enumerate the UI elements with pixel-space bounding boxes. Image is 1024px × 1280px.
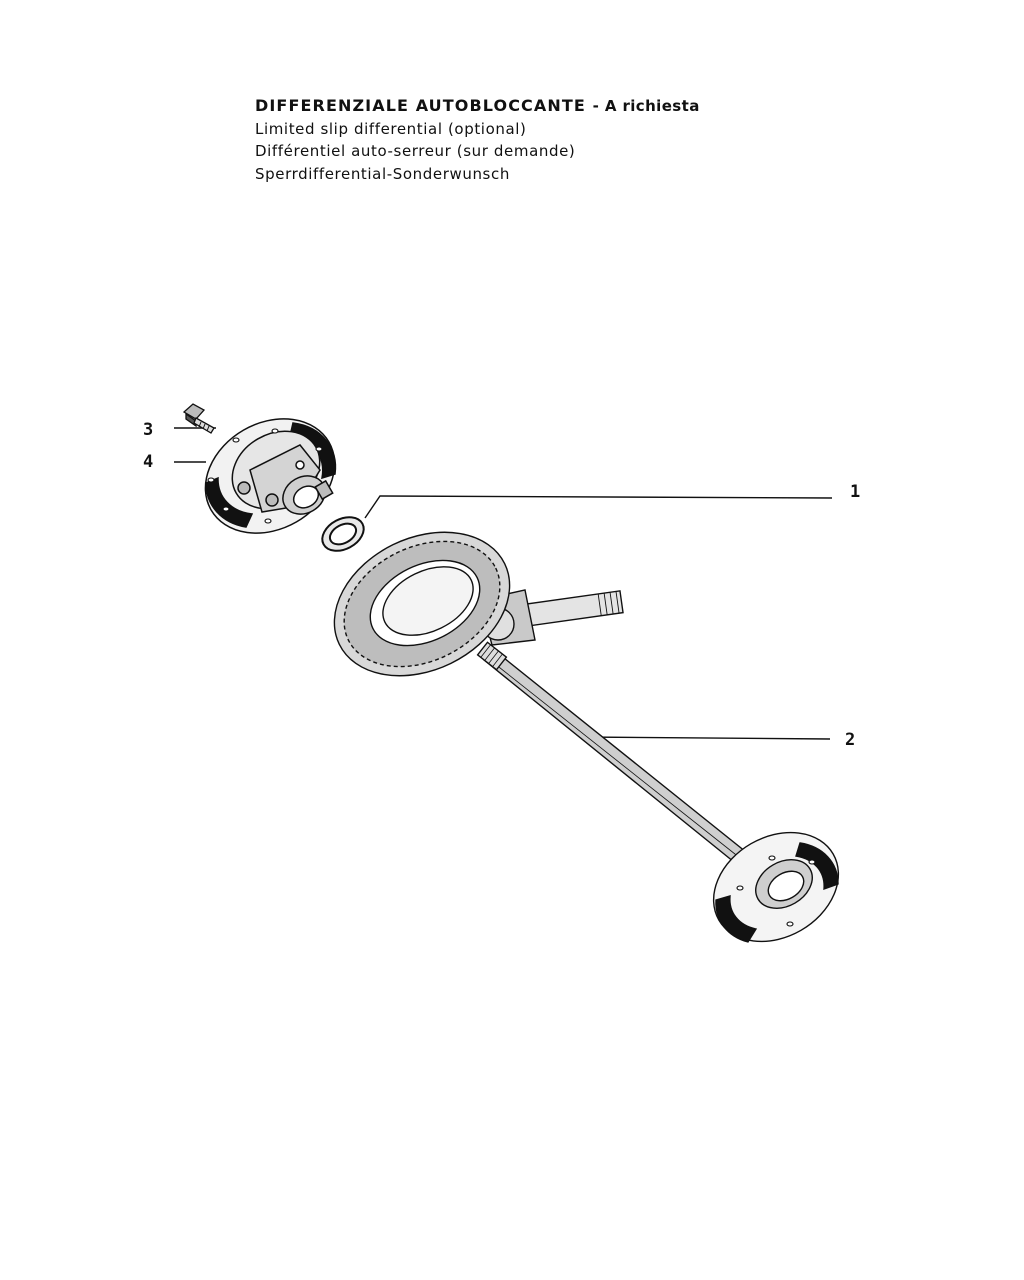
title-main-suffix: - A richiesta <box>592 97 700 115</box>
callout-1: 1 <box>850 482 861 502</box>
callout-2: 2 <box>845 730 856 750</box>
title-french: Différentiel auto-serreur (sur demande) <box>255 142 576 160</box>
title-main-text: DIFFERENZIALE AUTOBLOCCANTE <box>255 96 586 115</box>
leader-line-2 <box>580 737 830 739</box>
title-german: Sperrdifferential-Sonderwunsch <box>255 164 510 183</box>
callout-3: 3 <box>143 420 154 440</box>
title-english: Limited slip differential (optional) <box>255 119 527 138</box>
callout-4: 4 <box>143 452 154 472</box>
leader-line-1 <box>365 496 832 518</box>
thrust-washer-part <box>317 510 370 557</box>
axle-shaft-part <box>478 642 859 963</box>
